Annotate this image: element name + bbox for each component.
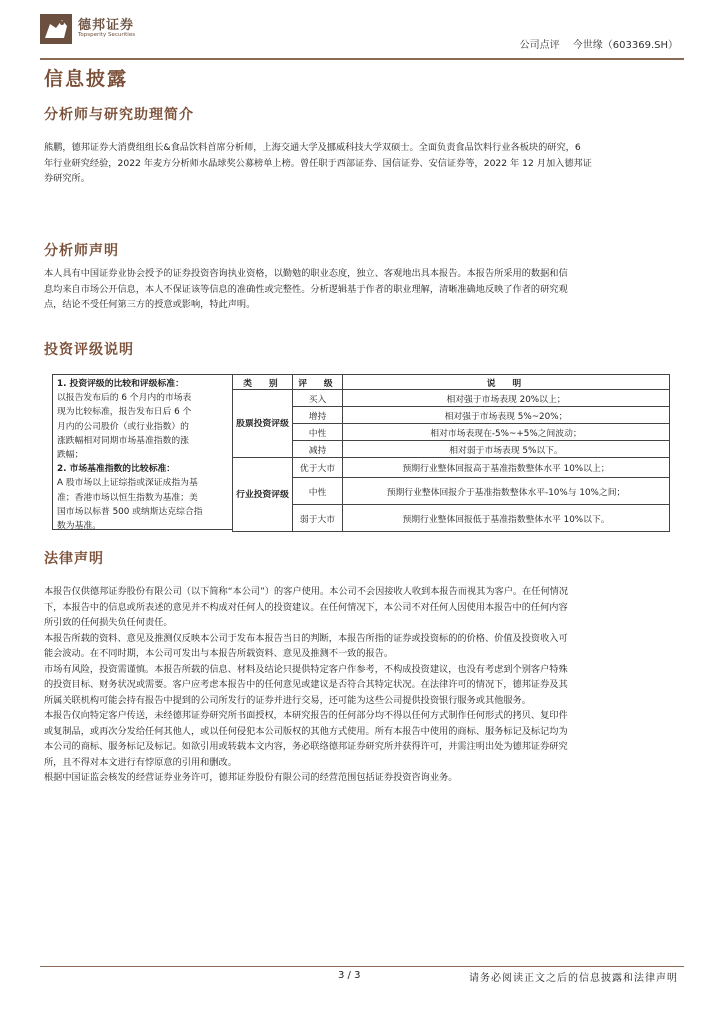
section-title-rating: 投资评级说明 xyxy=(44,342,134,358)
text-line: 本公司的商标、服务标记及标记。如欲引用或转载本文内容，务必联络德邦证券研究所并获得许可，并需注明出处为德邦证券研究 xyxy=(44,741,568,752)
text-line: 点，结论不受任何第三方的授意或影响，特此声明。 xyxy=(44,299,256,310)
table-row xyxy=(233,390,670,407)
table-row xyxy=(233,424,670,441)
page-header xyxy=(40,12,684,58)
text-line: 熊鹏，德邦证券大消费组组长&食品饮料首席分析师，上海交通大学及挪威科技大学双硕士。全面负责食品饮料行业各板块的研究，6 xyxy=(44,142,581,153)
desc-cell: 相对强于市场表现 20%以上； xyxy=(343,390,670,407)
table-row xyxy=(233,505,670,532)
table-row xyxy=(233,441,670,458)
criteria-line: A 股市场以上证综指或深证成指为基 xyxy=(57,478,198,489)
analyst-intro-text xyxy=(44,140,678,187)
table-header: 说 明 xyxy=(343,375,670,390)
table-header: 评 级 xyxy=(293,375,343,390)
text-line: 本报告仅向特定客户传送，未经德邦证券研究所书面授权，本研究报告的任何部分均不得以任何方式制作任何形式的拷贝、复印件 xyxy=(44,710,568,721)
text-line: 市场有风险，投资需谨慎。本报告所载的信息、材料及结论只提供特定客户作参考，不构成投资建议，也没有考虑到个别客户特殊 xyxy=(44,663,568,675)
section-title-analyst-intro: 分析师与研究助理简介 xyxy=(44,107,194,123)
criteria-heading: 1. 投资评级的比较和评级标准： xyxy=(57,379,184,389)
table-header-row xyxy=(233,375,670,390)
logo-mark-icon xyxy=(40,14,72,44)
stock-name: 今世缘（603369.SH） xyxy=(572,40,678,51)
criteria-line: 国市场以标普 500 或纳斯达克综合指 xyxy=(57,506,203,517)
table-header: 类 别 xyxy=(233,375,293,390)
level-cell: 增持 xyxy=(293,407,343,424)
category-cell: 行业投资评级 xyxy=(233,458,293,532)
table-row xyxy=(233,407,670,424)
criteria-line: 涨跌幅相对同期市场基准指数的涨 xyxy=(57,435,189,446)
text-line: 能会波动。在不同时期，本公司可发出与本报告所载资料、意见及推测不一致的报告。 xyxy=(44,648,394,659)
text-line: 所属关联机构可能会持有报告中提到的公司所发行的证券并进行交易，还可能为这些公司提供投资银行服务或其他服务。 xyxy=(44,694,531,706)
footer-note: 请务必阅读正文之后的信息披露和法律声明 xyxy=(469,973,678,984)
legal-text xyxy=(44,584,678,786)
level-cell: 减持 xyxy=(293,441,343,458)
company-name: 德邦证券 xyxy=(78,18,135,33)
rating-criteria xyxy=(52,374,232,530)
section-title-analyst-statement: 分析师声明 xyxy=(44,243,119,259)
text-line: 本报告所载的资料、意见及推测仅反映本公司于发布本报告当日的判断，本报告所指的证券或投资标的的价格、价值及投资收入可 xyxy=(44,632,568,644)
page-title: 信息披露 xyxy=(44,68,129,90)
criteria-line: 以报告发布后的 6 个月内的市场表 xyxy=(57,393,192,404)
desc-cell: 预期行业整体回报高于基准指数整体水平 10%以上； xyxy=(343,458,670,478)
text-line: 所引致的任何损失负任何责任。 xyxy=(44,617,173,628)
category-cell: 股票投资评级 xyxy=(233,390,293,458)
section-title-legal: 法律声明 xyxy=(44,551,104,567)
desc-cell: 相对强于市场表现 5%~20%； xyxy=(343,407,670,424)
rating-block xyxy=(52,374,670,530)
text-line: 息均来自市场公开信息，本人不保证该等信息的准确性或完整性。分析逻辑基于作者的职业理解，清晰准确地反映了作者的研究观 xyxy=(44,283,568,295)
text-line: 的投资目标、财务状况或需要。客户应考虑本报告中的任何意见或建议是否符合其特定状况。在法律许可的情况下，德邦证券及其 xyxy=(44,679,568,690)
level-cell: 优于大市 xyxy=(293,458,343,478)
desc-cell: 相对市场表现在-5%~+5%之间波动； xyxy=(343,424,670,441)
text-line: 年行业研究经验，2022 年麦方分析师水晶球奖公募榜单上榜。曾任职于西部证券、国信证券、安信证券等，2022 年 12 月加入德邦证 xyxy=(44,157,592,169)
level-cell: 买入 xyxy=(293,390,343,407)
rating-table xyxy=(232,374,670,532)
text-line: 本报告仅供德邦证券股份有限公司（以下简称“本公司”）的客户使用。本公司不会因接收人收到本报告而视其为客户。在任何情况 xyxy=(44,586,569,597)
text-line: 本人具有中国证券业协会授予的证券投资咨询执业资格，以勤勉的职业态度，独立、客观地出具本报告。本报告所采用的数据和信 xyxy=(44,268,568,279)
level-cell: 中性 xyxy=(293,478,343,505)
criteria-heading: 2. 市场基准指数的比较标准： xyxy=(57,464,176,475)
text-line: 根据中国证监会核发的经营证券业务许可，德邦证券股份有限公司的经营范围包括证券投资咨询业务。 xyxy=(44,772,458,783)
level-cell: 弱于大市 xyxy=(293,505,343,532)
company-logo xyxy=(40,12,170,46)
text-line: 或复制品，或再次分发给任何其他人，或以任何侵犯本公司版权的其他方式使用。所有本报告中使用的商标、服务标记及标记均为 xyxy=(44,725,568,737)
criteria-line: 现为比较标准，报告发布日后 6 个 xyxy=(57,407,192,418)
criteria-line: 数为基准。 xyxy=(57,521,101,532)
text-line: 券研究所。 xyxy=(44,173,90,184)
criteria-line: 月内的公司股价（或行业指数）的 xyxy=(57,421,189,432)
footer-divider xyxy=(40,966,684,967)
table-row xyxy=(233,458,670,478)
table-row xyxy=(233,478,670,505)
text-line: 所，且不得对本文进行有悖原意的引用和删改。 xyxy=(44,756,237,768)
desc-cell: 预期行业整体回报介于基准指数整体水平-10%与 10%之间； xyxy=(343,478,670,505)
report-type: 公司点评 xyxy=(519,40,560,51)
analyst-statement-text xyxy=(44,266,678,313)
level-cell: 中性 xyxy=(293,424,343,441)
page-number: 3 / 3 xyxy=(338,970,361,981)
criteria-line: 准；香港市场以恒生指数为基准；美 xyxy=(57,492,198,503)
header-info xyxy=(510,36,678,51)
header-divider xyxy=(40,58,684,60)
desc-cell: 相对弱于市场表现 5%以下。 xyxy=(343,441,670,458)
desc-cell: 预期行业整体回报低于基准指数整体水平 10%以下。 xyxy=(343,505,670,532)
company-name-en: Topsperity Securities xyxy=(78,32,136,38)
criteria-line: 跌幅； xyxy=(57,450,84,461)
text-line: 下，本报告中的信息或所表述的意见并不构成对任何人的投资建议。在任何情况下，本公司不对任何人因使用本报告中的任何内容 xyxy=(44,601,568,613)
